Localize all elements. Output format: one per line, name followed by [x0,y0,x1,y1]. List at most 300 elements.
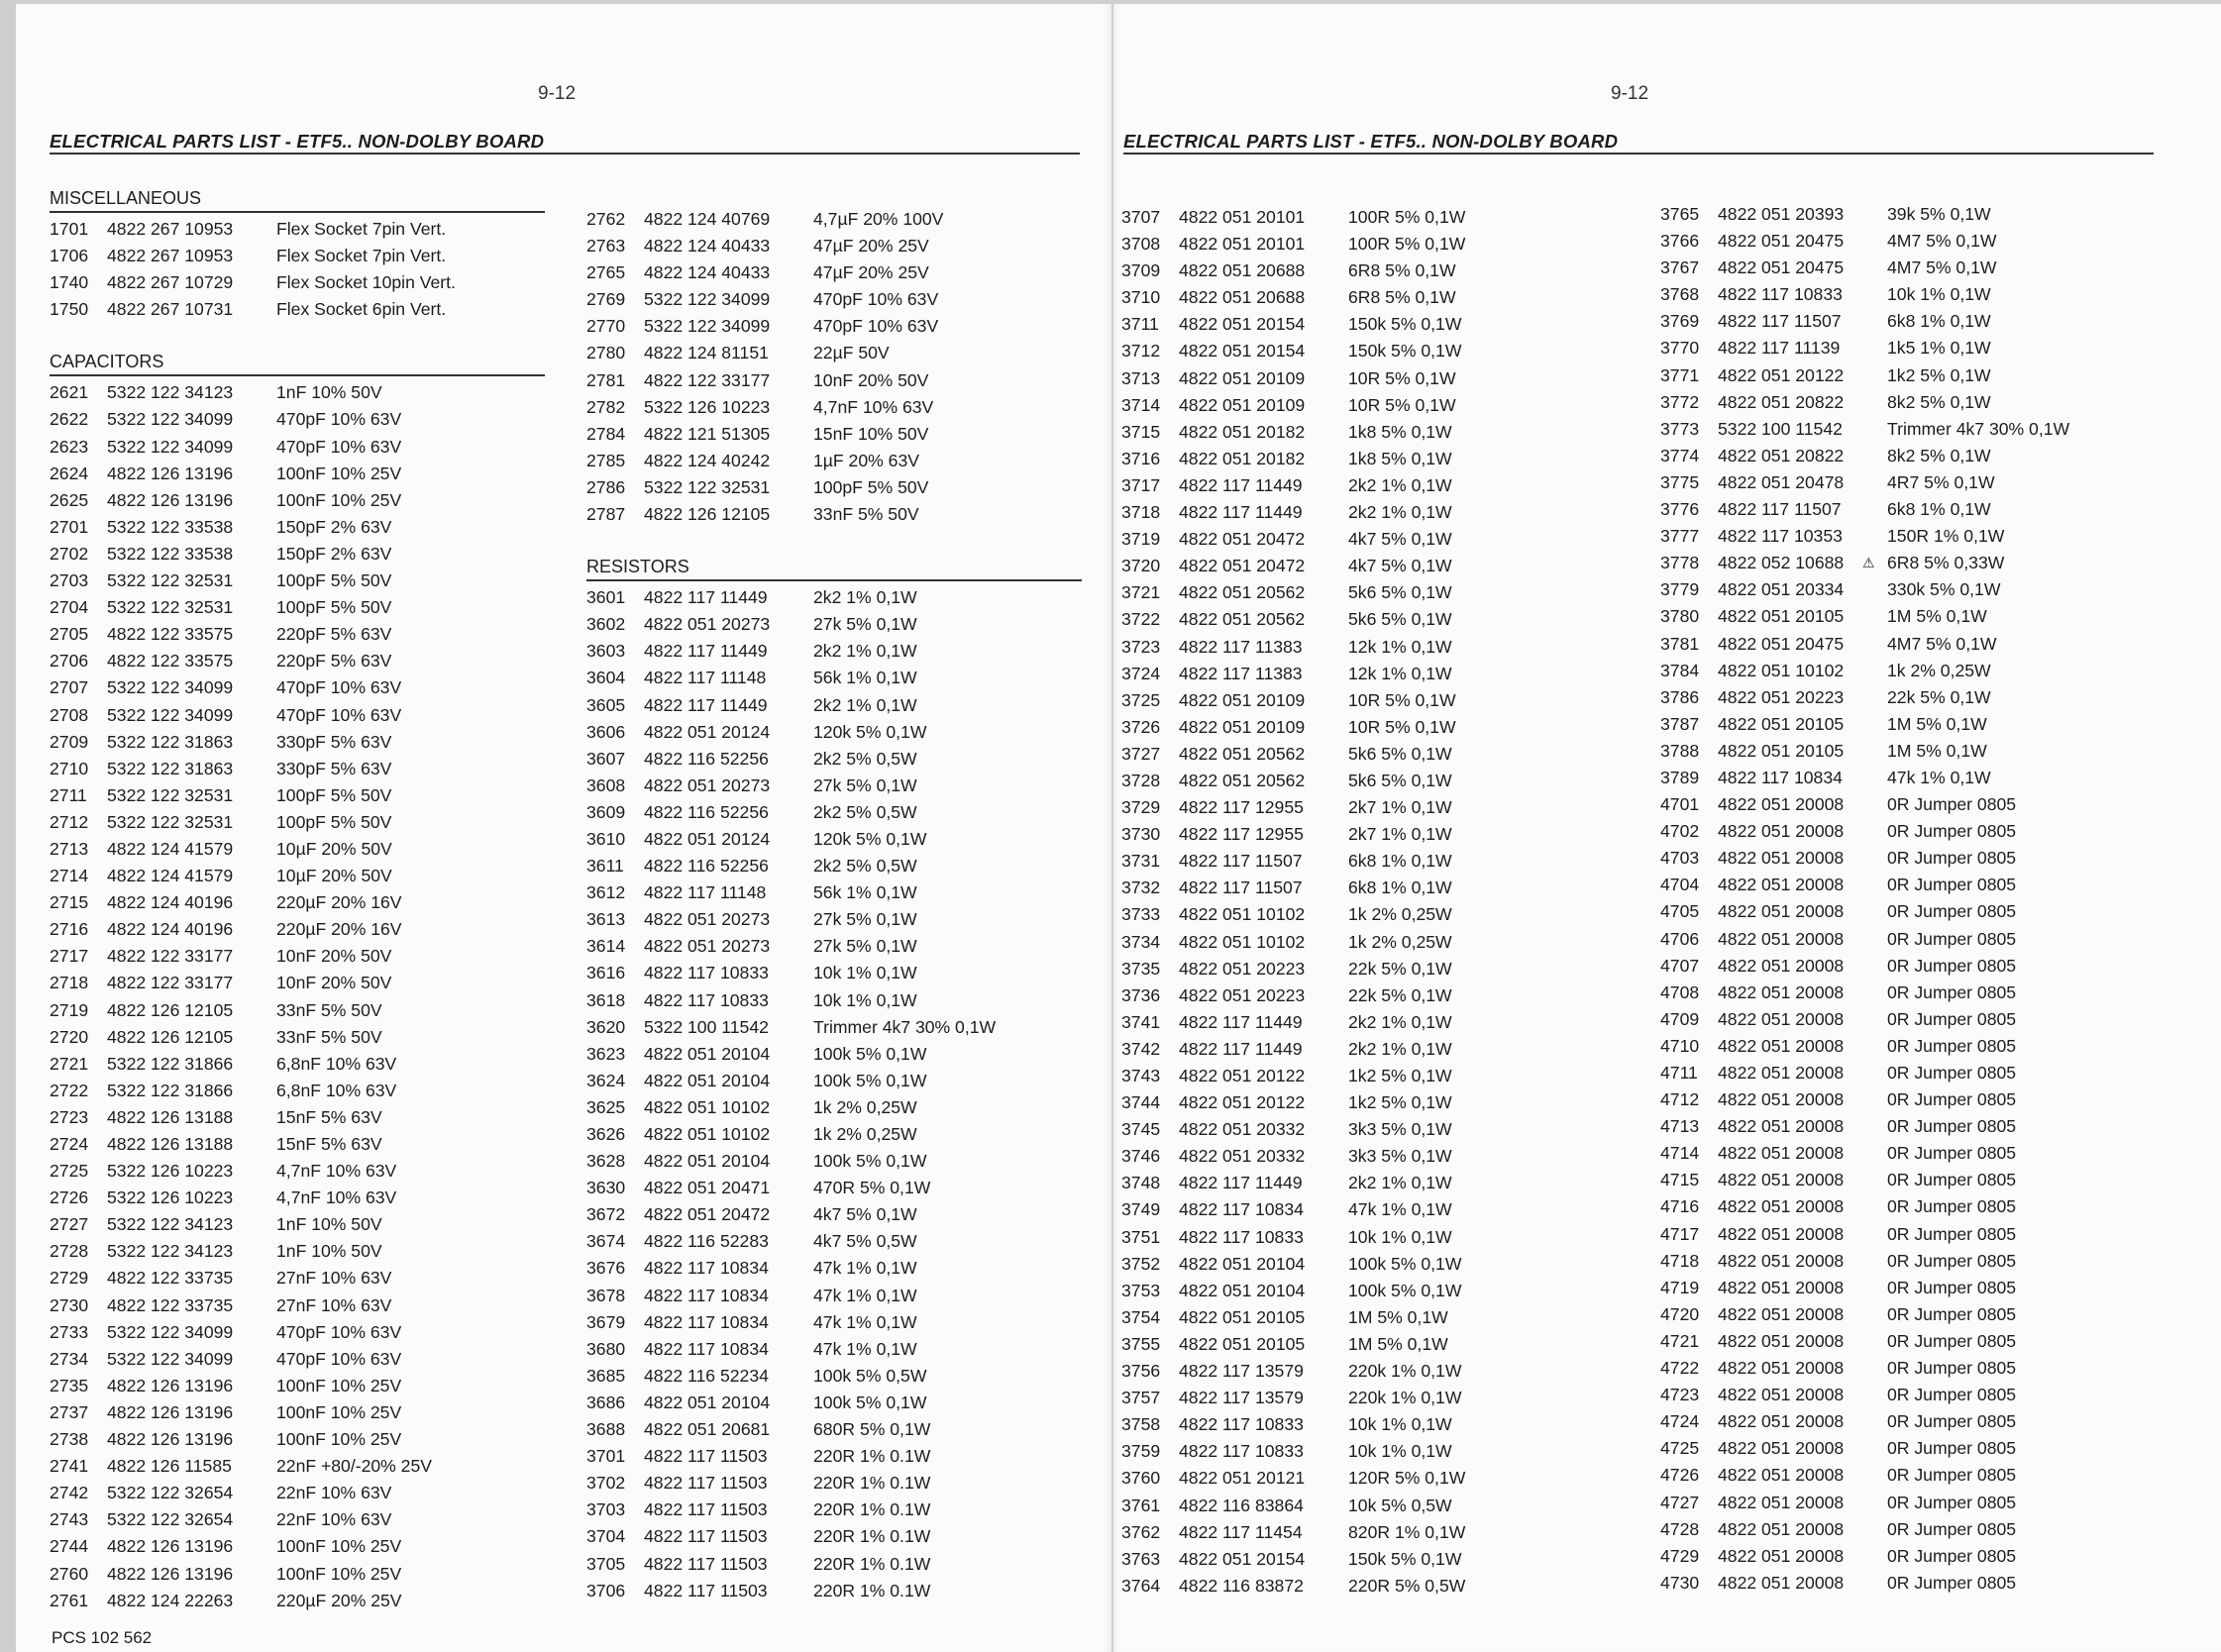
part-code: 4822 051 20475 [1718,258,1845,278]
position-number: 3686 [586,1392,626,1412]
part-code: 4822 124 40433 [644,262,771,283]
parts-row [1660,872,2175,898]
parts-row [1121,311,1617,338]
position-number: 2787 [586,504,626,525]
parts-row [1660,469,2175,496]
position-number: 3601 [586,587,626,608]
position-number: 2725 [50,1161,89,1182]
parts-row [1121,231,1617,258]
position-number: 3685 [586,1365,626,1386]
position-number: 3774 [1660,445,1700,465]
part-code: 4822 126 11585 [107,1456,232,1477]
part-description: 100pF 5% 50V [813,476,929,497]
parts-row [1121,392,1617,419]
part-description: 1M 5% 0,1W [1887,713,1987,734]
part-description: 0R Jumper 0805 [1887,1358,2017,1379]
position-number: 2704 [50,597,89,618]
position-number: 2711 [50,784,87,805]
part-description: 22nF 10% 63V [276,1483,392,1503]
position-number: 3723 [1121,636,1161,657]
part-code: 5322 122 33538 [107,516,234,537]
part-code: 4822 051 20223 [1179,958,1306,979]
position-number: 3623 [586,1043,626,1064]
part-description: 0R Jumper 0805 [1887,1385,2017,1405]
position-number: 2741 [50,1456,89,1477]
parts-row [586,987,1082,1014]
parts-row [1121,1573,1617,1600]
part-description: 6k8 1% 0,1W [1887,499,1991,520]
part-code: 5322 122 34099 [107,677,234,698]
position-number: 2722 [50,1080,89,1100]
part-code: 4822 051 20008 [1718,1465,1845,1486]
part-code: 4822 051 20008 [1718,928,1845,949]
part-description: Flex Socket 7pin Vert. [276,246,447,266]
position-number: 2621 [50,382,89,403]
parts-row [50,1480,545,1506]
parts-row [1660,1248,2175,1275]
position-number: 4720 [1660,1303,1700,1324]
parts-row [1660,926,2175,953]
parts-row [586,1390,1082,1416]
position-number: 4722 [1660,1358,1700,1379]
part-code: 4822 051 20124 [644,721,771,742]
right-page [1113,4,2221,1652]
position-number: 3731 [1121,851,1161,872]
parts-row [586,394,1082,421]
position-number: 2719 [50,999,89,1020]
part-description: 4,7nF 10% 63V [276,1187,397,1208]
part-description: 15nF 10% 50V [813,423,929,444]
part-description: 1k8 5% 0,1W [1348,421,1452,442]
part-description: 0R Jumper 0805 [1887,1089,2017,1110]
resistor-list [586,584,1082,1604]
position-number: 3761 [1121,1495,1161,1515]
part-description: 5k6 5% 0,1W [1348,743,1452,764]
part-code: 5322 122 34123 [107,1241,234,1262]
part-description: 0R Jumper 0805 [1887,848,2017,869]
parts-row [50,916,545,943]
position-number: 3680 [586,1338,626,1359]
parts-row [586,1255,1082,1282]
part-code: 4822 051 20104 [644,1043,771,1064]
part-code: 4822 126 13196 [107,1536,234,1557]
parts-row [50,702,545,729]
part-description: 27k 5% 0,1W [813,774,917,795]
part-description: 0R Jumper 0805 [1887,1545,2017,1566]
position-number: 1750 [50,299,89,320]
part-code: 4822 267 10953 [107,219,234,239]
part-description: 1k 2% 0,25W [813,1124,917,1144]
part-description: 330pF 5% 63V [276,731,392,752]
part-code: 4822 051 20334 [1718,579,1845,600]
part-code: 4822 051 20105 [1179,1306,1306,1327]
part-description: 10k 1% 0,1W [813,989,917,1010]
parts-row [50,970,545,996]
position-number: 3703 [586,1499,626,1520]
part-code: 4822 051 20332 [1179,1119,1306,1140]
part-code: 4822 117 10834 [1179,1199,1304,1220]
position-number: 2786 [586,476,626,497]
parts-row [1660,1113,2175,1140]
parts-row [586,1068,1082,1094]
part-description: 33nF 5% 50V [276,1026,382,1047]
part-code: 4822 051 20332 [1179,1146,1306,1167]
parts-row [1660,1516,2175,1543]
parts-row [1660,711,2175,738]
position-number: 3618 [586,989,626,1010]
position-number: 4705 [1660,901,1700,922]
position-number: 3625 [586,1096,626,1117]
position-number: 2721 [50,1053,89,1074]
part-code: 4822 051 20273 [644,774,771,795]
part-code: 5322 122 32531 [644,476,771,497]
position-number: 3724 [1121,663,1161,683]
position-number: 3770 [1660,338,1700,359]
part-code: 4822 116 83864 [1179,1495,1304,1515]
parts-row [50,1426,545,1453]
parts-row [586,638,1082,665]
parts-row [586,933,1082,960]
position-number: 4701 [1660,794,1700,815]
part-code: 4822 126 12105 [107,999,234,1020]
position-number: 2706 [50,651,89,671]
capacitor-list-continued [586,206,1082,528]
parts-row [586,799,1082,826]
part-code: 5322 122 34099 [644,316,771,337]
position-number: 4714 [1660,1143,1700,1164]
position-number: 3614 [586,936,626,957]
part-code: 4822 117 10834 [644,1338,769,1359]
position-number: 2762 [586,209,626,229]
part-code: 4822 117 11449 [644,694,768,715]
part-code: 4822 126 13188 [107,1134,234,1154]
part-description: 100k 5% 0,1W [1348,1253,1462,1274]
part-code: 4822 051 20475 [1718,633,1845,654]
position-number: 3748 [1121,1173,1161,1193]
position-number: 3777 [1660,526,1700,547]
position-number: 3626 [586,1124,626,1144]
part-description: 10R 5% 0,1W [1348,367,1456,388]
part-description: 15nF 5% 63V [276,1134,382,1154]
position-number: 4713 [1660,1116,1700,1137]
position-number: 4724 [1660,1411,1700,1432]
part-description: 220pF 5% 63V [276,651,392,671]
part-description: 1k 2% 0,25W [1348,931,1452,952]
part-code: 4822 116 83872 [1179,1575,1304,1596]
parts-row [586,906,1082,933]
part-description: 4M7 5% 0,1W [1887,231,1997,252]
position-number: 2624 [50,463,89,483]
parts-row [50,809,545,836]
position-number: 3616 [586,963,626,983]
part-description: 27k 5% 0,1W [813,936,917,957]
position-number: 3721 [1121,582,1161,603]
parts-row [50,1588,545,1614]
part-description: 1k8 5% 0,1W [1348,448,1452,468]
position-number: 3608 [586,774,626,795]
position-number: 3789 [1660,767,1700,787]
part-description: 1k 2% 0,25W [1887,660,1991,680]
part-description: 47µF 20% 25V [813,262,929,283]
part-code: 4822 051 20008 [1718,1518,1845,1539]
part-code: 4822 051 20182 [1179,421,1306,442]
part-description: 10nF 20% 50V [276,946,392,967]
position-number: 3728 [1121,770,1161,790]
parts-row [586,1121,1082,1148]
parts-row [1121,1036,1617,1063]
part-code: 4822 051 20822 [1718,391,1845,412]
position-number: 3713 [1121,367,1161,388]
part-code: 4822 122 33735 [107,1268,234,1289]
part-code: 5322 122 31863 [107,758,234,778]
parts-row [1121,526,1617,553]
part-description: 22k 5% 0,1W [1348,984,1452,1005]
part-description: 27k 5% 0,1W [813,614,917,635]
position-number: 3775 [1660,471,1700,492]
part-code: 4822 126 13196 [107,1563,234,1584]
part-code: 5322 122 34099 [107,409,234,430]
part-code: 4822 051 20223 [1179,984,1306,1005]
part-description: 0R Jumper 0805 [1887,1303,2017,1324]
position-number: 4718 [1660,1250,1700,1271]
part-code: 4822 051 10102 [644,1124,771,1144]
parts-row [1660,1328,2175,1355]
position-number: 3736 [1121,984,1161,1005]
part-description: 100pF 5% 50V [276,784,392,805]
part-code: 5322 122 33538 [107,543,234,564]
part-description: 150k 5% 0,1W [1348,1548,1462,1569]
parts-row [50,1533,545,1560]
part-description: 4R7 5% 0,1W [1887,471,1995,492]
position-number: 3714 [1121,394,1161,415]
position-number: 2709 [50,731,89,752]
parts-row [586,611,1082,638]
part-description: 0R Jumper 0805 [1887,875,2017,895]
part-code: 4822 121 51305 [644,423,771,444]
parts-row [586,1309,1082,1336]
part-code: 4822 126 13196 [107,463,234,483]
part-description: 470pF 10% 63V [276,436,402,457]
part-code: 4822 051 20475 [1718,231,1845,252]
part-description: 0R Jumper 0805 [1887,1250,2017,1271]
part-description: 220R 1% 0.1W [813,1473,931,1494]
part-description: 2k2 5% 0,5W [813,801,917,822]
part-code: 4822 116 52283 [644,1231,769,1252]
position-number: 3701 [586,1446,626,1467]
part-description: 330pF 5% 63V [276,758,392,778]
position-number: 3726 [1121,716,1161,737]
part-description: 120k 5% 0,1W [813,721,927,742]
parts-row [50,1158,545,1185]
parts-row [586,1551,1082,1578]
part-description: 6R8 5% 0,1W [1348,260,1456,281]
parts-row [1660,1167,2175,1193]
parts-row [1660,953,2175,980]
part-code: 4822 117 10833 [644,989,769,1010]
part-code: 4822 051 20688 [1179,287,1306,308]
position-number: 4730 [1660,1572,1700,1593]
part-code: 4822 051 20562 [1179,609,1306,630]
part-description: 4M7 5% 0,1W [1887,258,1997,278]
position-number: 3762 [1121,1521,1161,1542]
part-code: 4822 051 20688 [1179,260,1306,281]
part-description: 1nF 10% 50V [276,1241,382,1262]
position-number: 3672 [586,1204,626,1225]
position-number: 3603 [586,641,626,662]
parts-row [586,233,1082,259]
part-code: 4822 051 20008 [1718,1358,1845,1379]
part-code: 4822 117 12955 [1179,797,1304,818]
part-description: 220R 1% 0.1W [813,1553,931,1574]
part-code: 4822 122 33735 [107,1294,234,1315]
position-number: 3734 [1121,931,1161,952]
part-code: 4822 116 52234 [644,1365,769,1386]
part-description: 100nF 10% 25V [276,463,402,483]
parts-row [1121,634,1617,661]
part-code: 4822 126 13196 [107,1375,234,1395]
position-number: 4719 [1660,1277,1700,1297]
position-number: 3746 [1121,1146,1161,1167]
parts-row [1121,875,1617,901]
part-description: 27nF 10% 63V [276,1294,392,1315]
position-number: 3707 [1121,207,1161,227]
part-description: 47k 1% 0,1W [1887,767,1991,787]
part-code: 4822 051 20154 [1179,314,1306,335]
position-number: 3719 [1121,529,1161,550]
part-description: 150pF 2% 63V [276,516,392,537]
parts-row [586,421,1082,448]
part-code: 4822 126 13196 [107,1429,234,1450]
part-description: 0R Jumper 0805 [1887,1438,2017,1459]
position-number: 3755 [1121,1333,1161,1354]
part-code: 4822 126 12105 [644,504,771,525]
parts-row [586,1497,1082,1523]
part-description: 2k2 1% 0,1W [1348,1011,1452,1032]
part-code: 4822 051 20472 [1179,529,1306,550]
part-description: 10k 1% 0,1W [1348,1414,1452,1435]
part-code: 4822 124 41579 [107,866,234,886]
parts-row [50,1399,545,1426]
position-number: 2738 [50,1429,89,1450]
position-number: 4729 [1660,1545,1700,1566]
part-description: 0R Jumper 0805 [1887,1143,2017,1164]
parts-row [50,1104,545,1131]
part-code: 4822 051 20273 [644,936,771,957]
position-number: 3776 [1660,499,1700,520]
parts-row [1660,335,2175,361]
parts-row [586,773,1082,799]
parts-row [50,1185,545,1211]
part-code: 5322 122 34099 [107,1321,234,1342]
position-number: 2701 [50,516,89,537]
part-description: 100k 5% 0,1W [813,1043,927,1064]
parts-row [1660,496,2175,523]
parts-row [1121,1519,1617,1546]
part-code: 4822 051 20008 [1718,821,1845,842]
parts-row [1660,818,2175,845]
parts-row [1660,389,2175,416]
parts-row [586,1201,1082,1228]
position-number: 2730 [50,1294,89,1315]
position-number: 2703 [50,570,89,591]
position-number: 4726 [1660,1465,1700,1486]
part-description: 47k 1% 0,1W [813,1258,917,1279]
part-description: 120R 5% 0,1W [1348,1468,1466,1489]
part-description: 1nF 10% 50V [276,1214,382,1235]
position-number: 1740 [50,272,89,293]
resistor-jumper-list [1660,201,2175,1597]
part-code: 4822 051 20105 [1718,740,1845,761]
part-code: 4822 117 10834 [644,1311,769,1332]
parts-row [586,1443,1082,1470]
position-number: 3780 [1660,606,1700,627]
part-description: 33nF 5% 50V [813,504,919,525]
parts-row [50,541,545,568]
position-number: 3606 [586,721,626,742]
part-code: 4822 124 40769 [644,209,771,229]
part-code: 4822 051 20472 [644,1204,771,1225]
part-code: 4822 117 11449 [1179,1173,1303,1193]
position-number: 1706 [50,246,89,266]
part-description: 1M 5% 0,1W [1348,1306,1448,1327]
parts-row [586,1363,1082,1390]
parts-row [586,1416,1082,1443]
parts-row [1660,631,2175,658]
parts-row [586,746,1082,773]
position-number: 3786 [1660,686,1700,707]
position-number: 3712 [1121,341,1161,361]
position-number: 3702 [586,1473,626,1494]
position-number: 3749 [1121,1199,1161,1220]
parts-row [50,487,545,514]
part-description: 0R Jumper 0805 [1887,1116,2017,1137]
parts-row [50,621,545,648]
parts-row [1121,1358,1617,1385]
part-description: 0R Jumper 0805 [1887,1223,2017,1244]
part-code: 4822 051 20008 [1718,1250,1845,1271]
position-number: 2781 [586,369,626,390]
part-description: 5k6 5% 0,1W [1348,609,1452,630]
part-description: 0R Jumper 0805 [1887,1196,2017,1217]
parts-row [1121,1196,1617,1223]
parts-row [50,594,545,621]
part-code: 4822 051 20008 [1718,1438,1845,1459]
part-description: 220µF 20% 16V [276,919,402,940]
part-code: 5322 100 11542 [1718,418,1843,439]
parts-row [1660,228,2175,255]
part-code: 4822 124 40196 [107,892,234,913]
position-number: 3772 [1660,391,1700,412]
parts-row [1660,603,2175,630]
position-number: 3709 [1121,260,1161,281]
parts-row [586,448,1082,474]
position-number: 3787 [1660,713,1700,734]
part-code: 4822 051 20273 [644,909,771,930]
part-code: 4822 126 13196 [107,1401,234,1422]
position-number: 3766 [1660,231,1700,252]
part-description: 0R Jumper 0805 [1887,1465,2017,1486]
part-code: 4822 051 20008 [1718,1223,1845,1244]
position-number: 2726 [50,1187,89,1208]
parts-row [50,568,545,594]
part-description: Flex Socket 6pin Vert. [276,299,447,320]
parts-row [1121,1411,1617,1438]
position-number: 3753 [1121,1280,1161,1300]
part-code: 4822 051 20822 [1718,445,1845,465]
parts-row [1121,1170,1617,1196]
part-code: 5322 122 34123 [107,382,234,403]
part-description: 10R 5% 0,1W [1348,716,1456,737]
